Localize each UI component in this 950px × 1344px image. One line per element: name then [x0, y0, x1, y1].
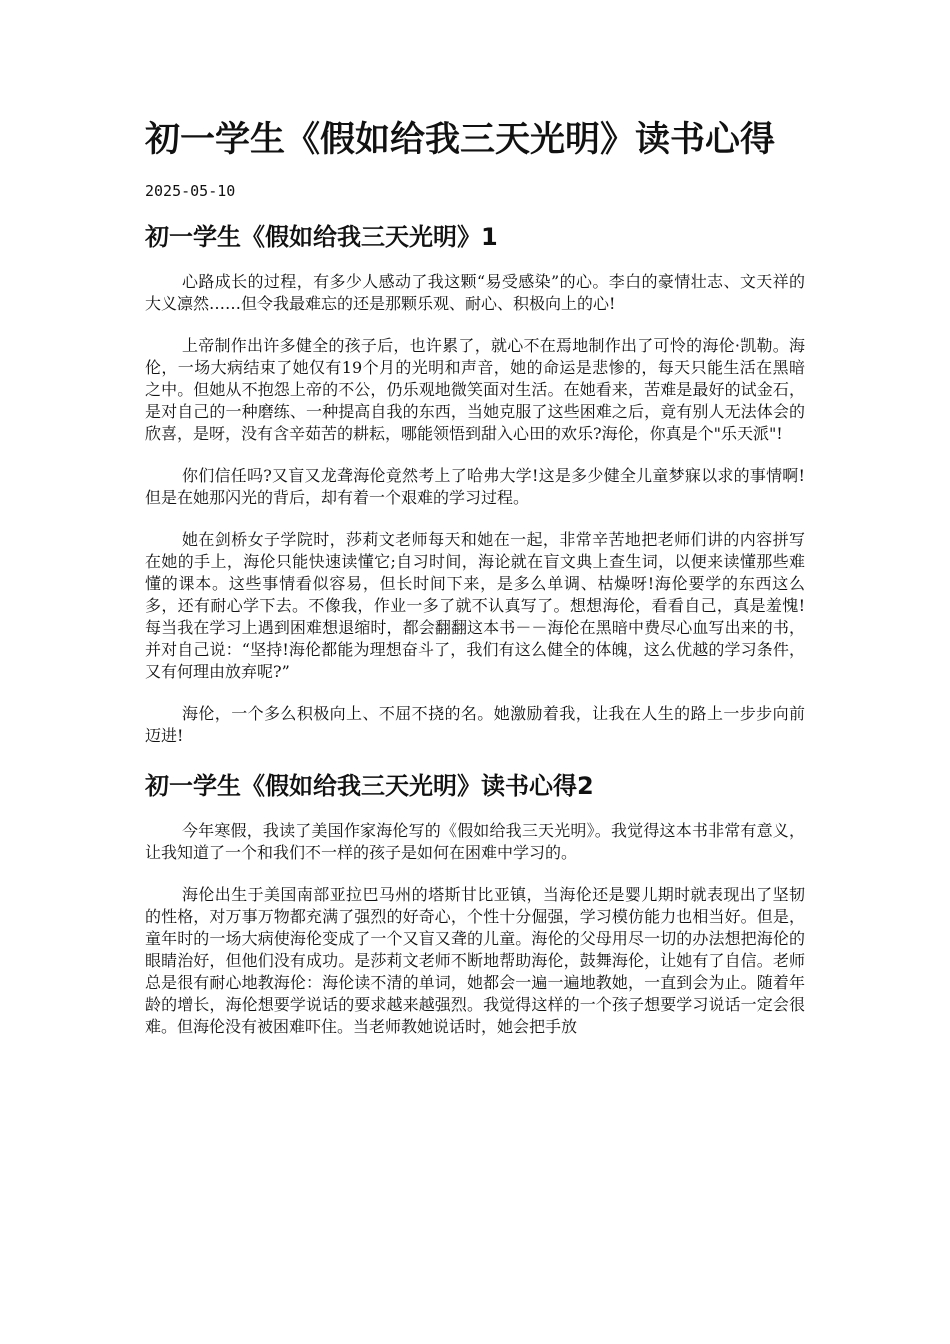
section-heading: 初一学生《假如给我三天光明》读书心得2	[145, 772, 594, 800]
document-page	[145, 117, 805, 1038]
section-heading: 初一学生《假如给我三天光明》1	[145, 223, 498, 251]
document-date: 2025-05-10	[145, 182, 236, 200]
paragraph: 她在剑桥女子学院时，莎莉文老师每天和她在一起，非常辛苦地把老师们讲的内容拼写在她的手上，海伦只能快速读懂它;自习时间，海论就在盲文典上查生词，以便来读懂那些难懂的课本。这些事情看似容易，但长时间下来，是多么单调、枯燥呀!海伦要学的东西这么多，还有耐心学下去。不像我，作业一多了就不认真写了。想想海伦，看看自己，真是羞愧!每当我在学习上遇到困难想退缩时，都会翻翻这本书－－海伦在黑暗中费尽心血写出来的书，并对自己说：“坚持!海伦都能为理想奋斗了，我们有这么健全的体魄，这么优越的学习条件，又有何理由放弃呢?”	[145, 530, 805, 681]
section-1	[145, 221, 805, 747]
paragraph: 海伦，一个多么积极向上、不屈不挠的名。她激励着我，让我在人生的路上一步步向前迈进!	[145, 704, 805, 745]
paragraph: 今年寒假，我读了美国作家海伦写的《假如给我三天光明》。我觉得这本书非常有意义，让我知道了一个和我们不一样的孩子是如何在困难中学习的。	[145, 821, 805, 862]
paragraph: 你们信任吗?又盲又龙聋海伦竟然考上了哈弗大学!这是多少健全儿童梦寐以求的事情啊!但是在她那闪光的背后，却有着一个艰难的学习过程。	[145, 466, 805, 507]
paragraph: 海伦出生于美国南部亚拉巴马州的塔斯甘比亚镇，当海伦还是婴儿期时就表现出了坚韧的性格，对万事万物都充满了强烈的好奇心，个性十分倔强，学习模仿能力也相当好。但是，童年时的一场大病使海伦变成了一个又盲又聋的儿童。海伦的父母用尽一切的办法想把海伦的眼睛治好，但他们没有成功。是莎莉文老师不断地帮助海伦，鼓舞海伦，让她有了自信。老师总是很有耐心地教海伦：海伦读不清的单词，她都会一遍一遍地教她，一直到会为止。随着年龄的增长，海伦想要学说话的要求越来越强烈。我觉得这样的一个孩子想要学习说话一定会很难。但海伦没有被困难吓住。当老师教她说话时，她会把手放	[145, 885, 805, 1036]
paragraph: 心路成长的过程，有多少人感动了我这颗“易受感染”的心。李白的豪情壮志、文天祥的大义凛然……但令我最难忘的还是那颗乐观、耐心、积极向上的心!	[145, 272, 805, 313]
paragraph: 上帝制作出许多健全的孩子后，也许累了，就心不在焉地制作出了可怜的海伦·凯勒。海伦，一场大病结束了她仅有19个月的光明和声音，她的命运是悲惨的，每天只能生活在黑暗之中。但她从不抱怨上帝的不公，仍乐观地微笑面对生活。在她看来，苦难是最好的试金石，是对自己的一种磨练、一种提高自我的东西，当她克服了这些困难之后，竟有别人无法体会的欣喜，是呀，没有含辛茹苦的耕耘，哪能领悟到甜入心田的欢乐?海伦，你真是个"乐天派"!	[145, 336, 805, 443]
document-title: 初一学生《假如给我三天光明》读书心得	[145, 120, 776, 160]
section-2	[145, 770, 805, 1038]
